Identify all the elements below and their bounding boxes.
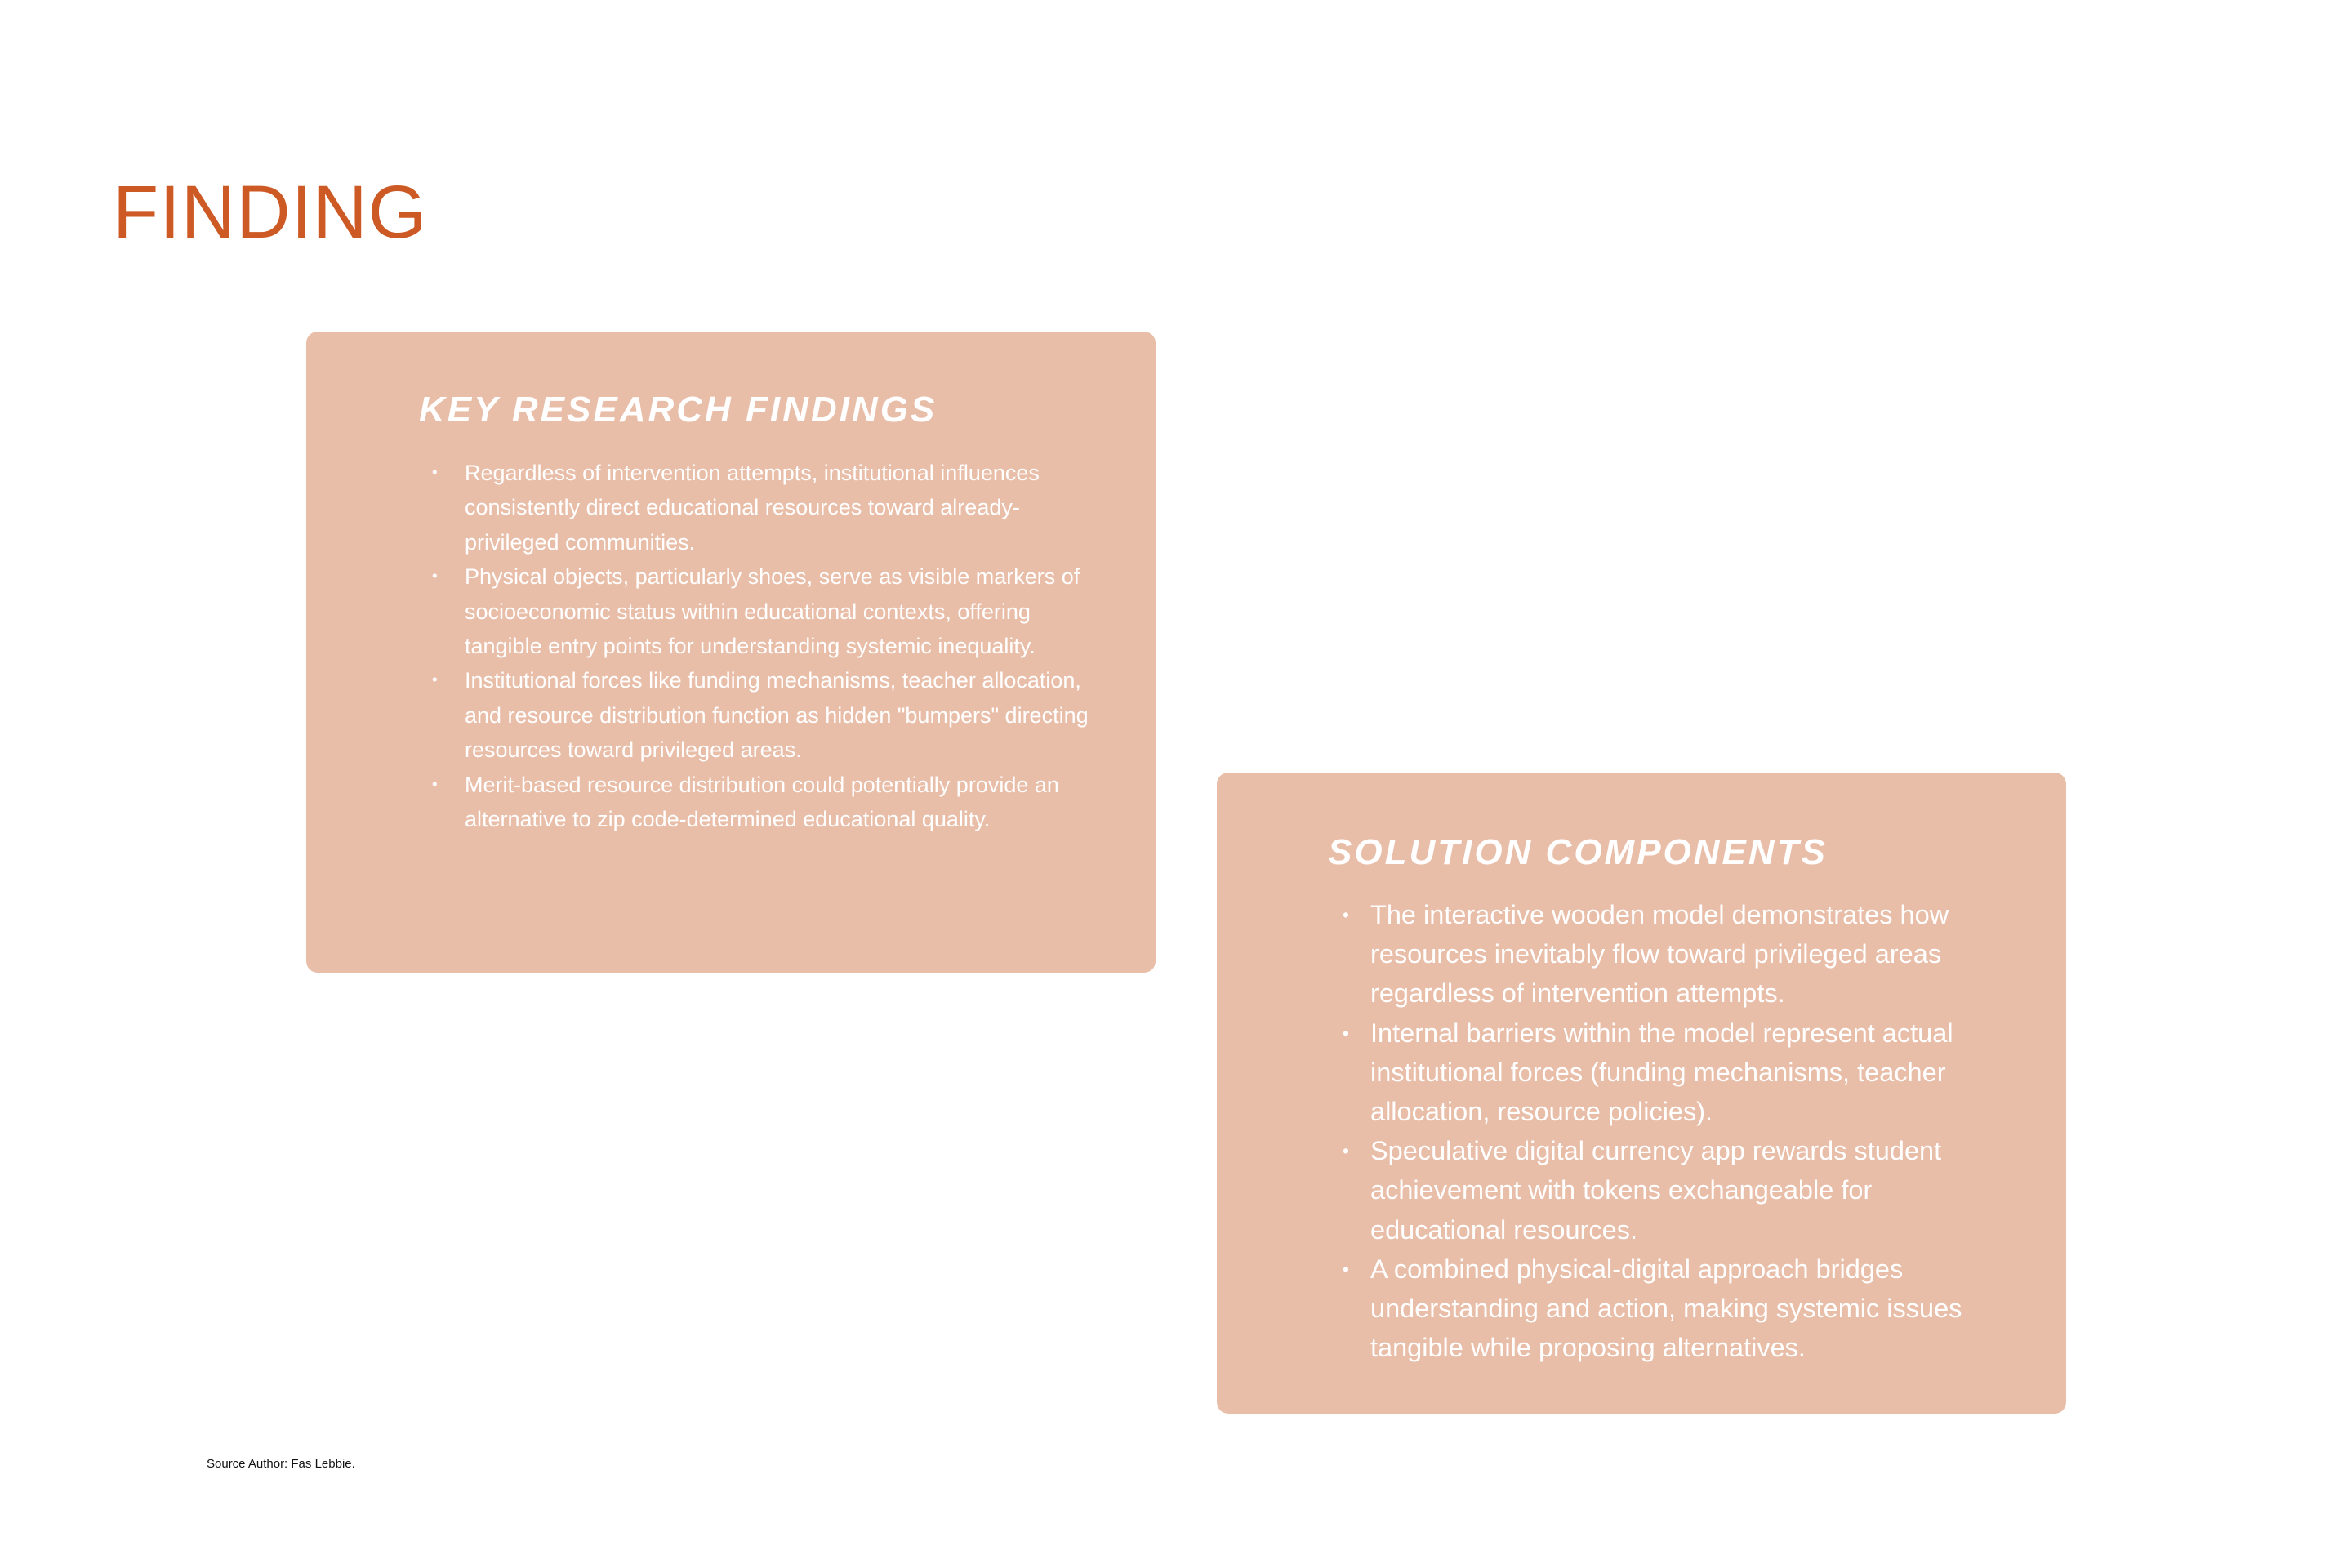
list-item: • Merit-based resource distribution could potentially provide an alternative to zip code-determined educational quality. xyxy=(429,768,1107,837)
solution-components-list xyxy=(1343,895,2012,1367)
key-research-findings-card xyxy=(306,332,1156,973)
list-item: • Internal barriers within the model represent actual institutional forces (funding mechanisms, teacher allocation, resource policies). xyxy=(1343,1013,2012,1132)
key-research-findings-list xyxy=(429,456,1107,836)
list-item: • Institutional forces like funding mechanisms, teacher allocation, and resource distribution function as hidden "bumpers" directing resources toward privileged areas. xyxy=(429,663,1107,767)
solution-components-heading: SOLUTION COMPONENTS xyxy=(1328,832,1828,872)
list-item: • Regardless of intervention attempts, institutional influences consistently direct educational resources toward already-privileged communities. xyxy=(429,456,1107,559)
page-title: FINDING xyxy=(113,171,428,254)
key-research-findings-heading: KEY RESEARCH FINDINGS xyxy=(419,390,938,430)
list-item: • The interactive wooden model demonstrates how resources inevitably flow toward privileged areas regardless of intervention attempts. xyxy=(1343,895,2012,1013)
list-item: • Physical objects, particularly shoes, serve as visible markers of socioeconomic status within educational contexts, offering tangible entry points for understanding systemic inequality. xyxy=(429,559,1107,663)
list-item: • A combined physical-digital approach bridges understanding and action, making systemic issues tangible while proposing alternatives. xyxy=(1343,1250,2012,1368)
source-note: Source Author: Fas Lebbie. xyxy=(207,1457,355,1471)
list-item: • Speculative digital currency app rewards student achievement with tokens exchangeable for educational resources. xyxy=(1343,1131,2012,1250)
solution-components-card xyxy=(1217,773,2066,1414)
